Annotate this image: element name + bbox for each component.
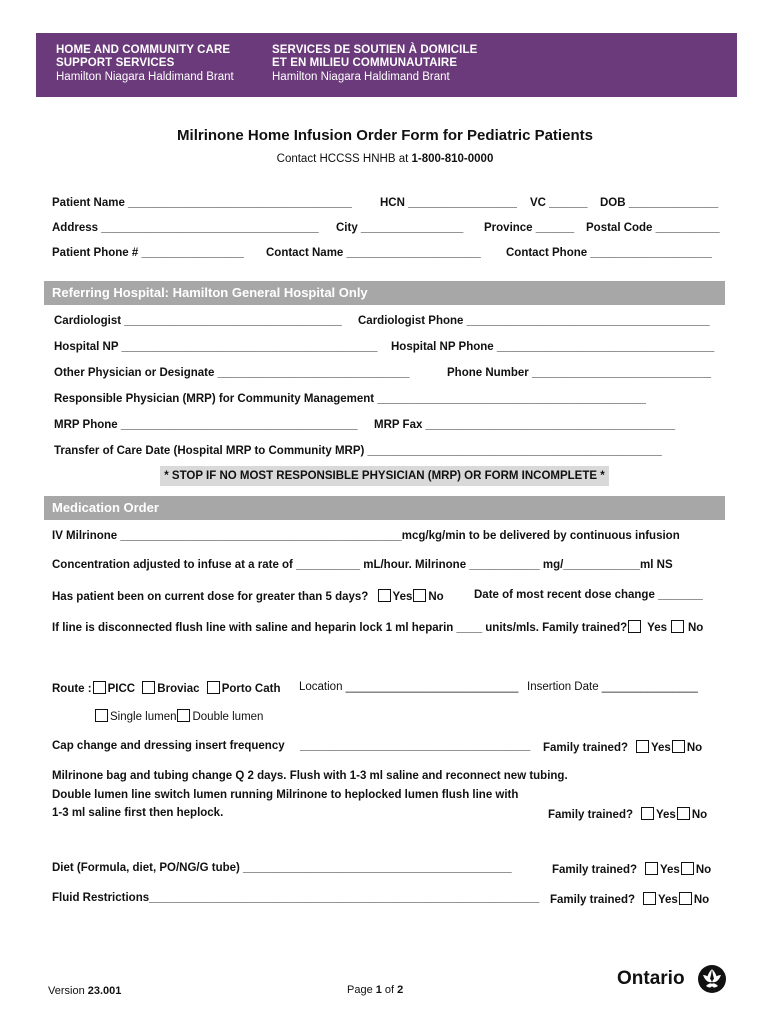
fluid-restrictions-field[interactable]: Fluid Restrictions_____________________________________________________________	[52, 892, 540, 904]
iv-milrinone-field[interactable]: IV Milrinone ____________________________________________mcg/kg/min to be delivered by continuous infusion	[52, 530, 680, 542]
porto-cath-checkbox[interactable]	[207, 681, 220, 694]
dose-yes-checkbox[interactable]	[378, 589, 391, 602]
banner-en-line3: Hamilton Niagara Haldimand Brant	[56, 71, 234, 83]
page-of: of	[381, 984, 398, 996]
postal-code-field[interactable]: Postal Code __________	[586, 222, 720, 234]
cap-family-trained-label: Family trained?	[543, 742, 628, 754]
cap-change-label: Cap change and dressing insert frequency	[52, 740, 285, 752]
medication-order-header-text: Medication Order	[52, 500, 159, 515]
banner-fr-line1: SERVICES DE SOUTIEN À DOMICILE	[272, 44, 478, 56]
fluid-no-label: No	[693, 894, 710, 906]
current-dose-question: Has patient been on current dose for greater than 5 days?	[52, 591, 369, 603]
cap-yes-checkbox[interactable]	[636, 740, 649, 753]
route-row	[52, 681, 280, 695]
dose-no-checkbox[interactable]	[413, 589, 426, 602]
contact-name-field[interactable]: Contact Name _____________________	[266, 247, 481, 259]
bag-change-line1: Milrinone bag and tubing change Q 2 days. Flush with 1-3 ml saline and reconnect new tubing.	[52, 770, 568, 782]
form-title: Milrinone Home Infusion Order Form for Pediatric Patients	[177, 127, 593, 144]
banner-fr-line2: ET EN MILIEU COMMUNAUTAIRE	[272, 57, 458, 69]
flush-no-label: No	[687, 622, 704, 634]
version-label	[48, 985, 121, 997]
route-label: Route :	[52, 683, 92, 695]
fluid-yes-label: Yes	[658, 894, 678, 906]
banner-english	[56, 44, 234, 84]
page-total: 2	[397, 984, 404, 996]
province-field[interactable]: Province ______	[484, 222, 575, 234]
version-prefix: Version	[48, 985, 88, 997]
diet-family-trained	[552, 862, 711, 876]
hcn-field[interactable]: HCN _________________	[380, 197, 517, 209]
contact-prefix: Contact HCCSS HNHB at	[276, 153, 412, 165]
page-prefix: Page	[347, 984, 376, 996]
cardiologist-phone-field[interactable]: Cardiologist Phone ______________________________________	[358, 315, 710, 327]
double-lumen-checkbox[interactable]	[177, 709, 190, 722]
banner-en-line2: SUPPORT SERVICES	[56, 57, 175, 69]
broviac-checkbox[interactable]	[142, 681, 155, 694]
bag-family-trained	[548, 807, 707, 821]
current-dose-row	[52, 589, 444, 603]
bag-yes-label: Yes	[656, 809, 676, 821]
porto-cath-label: Porto Cath	[221, 683, 281, 695]
broviac-label: Broviac	[157, 683, 200, 695]
hospital-np-field[interactable]: Hospital NP ________________________________________	[54, 341, 378, 353]
bag-family-trained-label: Family trained?	[548, 809, 633, 821]
flush-yes-label: Yes	[647, 622, 667, 634]
address-field[interactable]: Address __________________________________	[52, 222, 319, 234]
lumen-row	[94, 709, 263, 723]
cap-yes-label: Yes	[651, 742, 671, 754]
city-field[interactable]: City ________________	[336, 222, 464, 234]
insertion-date-field[interactable]: Insertion Date _______________	[527, 681, 698, 693]
banner-en-line1: HOME AND COMMUNITY CARE	[56, 44, 231, 56]
fluid-yes-checkbox[interactable]	[643, 892, 656, 905]
flush-yes-checkbox[interactable]	[628, 620, 641, 633]
contact-phone: 1-800-810-0000	[411, 153, 494, 165]
phone-number-field[interactable]: Phone Number ____________________________	[447, 367, 712, 379]
bag-no-label: No	[691, 809, 708, 821]
patient-name-field[interactable]: Patient Name ___________________________________	[52, 197, 352, 209]
double-lumen-label: Double lumen	[192, 711, 264, 723]
cap-no-checkbox[interactable]	[672, 740, 685, 753]
diet-field[interactable]: Diet (Formula, diet, PO/NG/G tube) __________________________________________	[52, 862, 512, 874]
diet-yes-label: Yes	[660, 864, 680, 876]
fluid-no-checkbox[interactable]	[679, 892, 692, 905]
version-number: 23.001	[87, 985, 122, 997]
banner-fr-line3: Hamilton Niagara Haldimand Brant	[272, 71, 450, 83]
flush-row	[52, 620, 703, 634]
bag-change-line3: 1-3 ml saline first then heplock.	[52, 807, 224, 819]
mrp-fax-field[interactable]: MRP Fax _______________________________________	[374, 419, 675, 431]
diet-yes-checkbox[interactable]	[645, 862, 658, 875]
mrp-field[interactable]: Responsible Physician (MRP) for Community Management __________________________________________	[54, 393, 646, 405]
bag-change-line2: Double lumen line switch lumen running Milrinone to heplocked lumen flush line with	[52, 789, 519, 801]
dose-yes-label: Yes	[392, 591, 413, 603]
bag-no-checkbox[interactable]	[677, 807, 690, 820]
fluid-family-trained	[550, 892, 709, 906]
single-lumen-checkbox[interactable]	[95, 709, 108, 722]
cap-change-field[interactable]: ____________________________________	[300, 740, 531, 752]
referring-hospital-header	[44, 281, 725, 305]
ontario-logo-text: Ontario	[617, 968, 685, 989]
patient-phone-field[interactable]: Patient Phone # ________________	[52, 247, 244, 259]
single-lumen-label: Single lumen	[110, 711, 177, 723]
ontario-trillium-icon	[697, 964, 727, 994]
location-field[interactable]: Location ___________________________	[299, 681, 519, 693]
bag-yes-checkbox[interactable]	[641, 807, 654, 820]
vc-field[interactable]: VC ______	[530, 197, 588, 209]
transfer-date-field[interactable]: Transfer of Care Date (Hospital MRP to Community MRP) ______________________________________________	[54, 445, 662, 457]
contact-phone-field[interactable]: Contact Phone ___________________	[506, 247, 712, 259]
hospital-np-phone-field[interactable]: Hospital NP Phone __________________________________	[391, 341, 715, 353]
diet-family-trained-label: Family trained?	[552, 864, 637, 876]
other-physician-field[interactable]: Other Physician or Designate ______________________________	[54, 367, 410, 379]
cap-family-trained	[543, 740, 702, 754]
cap-no-label: No	[686, 742, 703, 754]
fluid-family-trained-label: Family trained?	[550, 894, 635, 906]
dose-no-label: No	[428, 591, 444, 603]
page-number: 1	[375, 984, 382, 996]
page-indicator	[347, 984, 403, 996]
header-banner	[36, 33, 737, 97]
picc-label: PICC	[107, 683, 136, 695]
referring-hospital-header-text: Referring Hospital: Hamilton General Hospital Only	[52, 285, 368, 300]
cardiologist-field[interactable]: Cardiologist __________________________________	[54, 315, 342, 327]
mrp-phone-field[interactable]: MRP Phone _____________________________________	[54, 419, 358, 431]
contact-line	[0, 153, 770, 165]
diet-no-checkbox[interactable]	[681, 862, 694, 875]
flush-no-checkbox[interactable]	[671, 620, 684, 633]
diet-no-label: No	[695, 864, 712, 876]
medication-order-header	[44, 496, 725, 520]
flush-text[interactable]: If line is disconnected flush line with saline and heparin lock 1 ml heparin ____ units/mls. Family trained?	[52, 622, 628, 634]
dob-field[interactable]: DOB ______________	[600, 197, 719, 209]
concentration-field[interactable]: Concentration adjusted to infuse at a rate of __________ mL/hour. Milrinone ___________ mg/____________ml NS	[52, 559, 673, 571]
recent-dose-field[interactable]: Date of most recent dose change _______	[474, 589, 703, 601]
stop-warning: * STOP IF NO MOST RESPONSIBLE PHYSICIAN (MRP) OR FORM INCOMPLETE *	[160, 466, 609, 486]
picc-checkbox[interactable]	[93, 681, 106, 694]
banner-french	[272, 44, 477, 84]
